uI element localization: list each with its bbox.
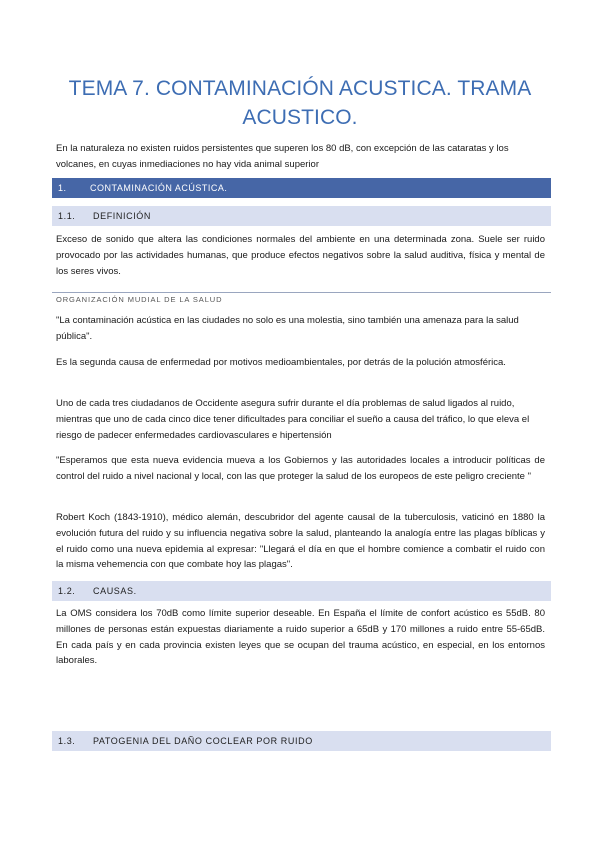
paragraph-robert-koch: Robert Koch (1843-1910), médico alemán, descubridor del agente causal de la tuberculosis, vaticinó en 1880 la evolución futura del ruido y su influencia negativa sobre la salud, planteando la analogía entre las plagas bíblicas y el ruido como una nueva epidemia al expresar: "Llegará el día en que el hombre comience a combatir el ruido con la misma vehemencia con que combate hoy las plagas".	[56, 512, 545, 571]
intro-paragraph: En la naturaleza no existen ruidos persistentes que superen los 80 dB, con excepción de las cataratas y los volcanes, en cuyas inmediaciones no hay vida animal superior	[56, 143, 509, 170]
title-line-1: TEMA 7. CONTAMINACIÓN ACUSTICA. TRAMA	[68, 77, 532, 100]
section-number: 1.1.	[58, 211, 76, 221]
oms-heading: ORGANIZACIÓN MUDIAL DE LA SALUD	[56, 295, 223, 304]
document-title	[56, 74, 544, 132]
section-heading-1-2	[52, 581, 551, 601]
section-label: CAUSAS.	[93, 586, 137, 596]
quote-paragraph-1: "La contaminación acústica en las ciudades no solo es una molestia, sino también una amenaza para la salud pública".	[56, 315, 519, 342]
paragraph-uno-de-cada-tres: Uno de cada tres ciudadanos de Occidente asegura sufrir durante el día problemas de salud ligados al ruido, mientras que uno de cada cinco dice tener dificultades para conciliar el sueño a causa del tráfico, lo que eleva el riesgo de padecer enfermedades cardiovasculares e hipertensión	[56, 398, 530, 441]
divider	[52, 292, 551, 293]
section-number: 1.2.	[58, 586, 76, 596]
section-number: 1.	[58, 183, 67, 193]
title-line-2: ACUSTICO.	[242, 106, 358, 129]
paragraph-segunda-causa: Es la segunda causa de enfermedad por motivos medioambientales, por detrás de la polución atmosférica.	[56, 357, 506, 368]
quote-paragraph-2: "Esperamos que esta nueva evidencia mueva a los Gobiernos y las autoridades locales a introducir políticas de control del ruido a nivel nacional y local, con las que proteger la salud de los europeos de este peligro creciente "	[56, 455, 545, 482]
section-heading-1	[52, 178, 551, 198]
section-heading-1-3	[52, 731, 551, 751]
definition-paragraph: Exceso de sonido que altera las condiciones normales del ambiente en una determinada zona. Suele ser ruido provocado por las actividades humanas, que produce efectos negativos sobre la salud auditiva, física y mental de los seres vivos.	[56, 234, 545, 277]
section-label: DEFINICIÓN	[93, 211, 152, 221]
causas-paragraph: La OMS considera los 70dB como límite superior deseable. En España el límite de confort acústico es 55dB. 80 millones de personas están expuestas diariamente a ruido superior a 65dB y 170 millones a ruido entre 55-65dB. En cada país y en cada provincia existen leyes que se ocupan del trauma acústico, en especial, en los entornos laborales.	[56, 608, 545, 667]
section-number: 1.3.	[58, 736, 76, 746]
section-label: CONTAMINACIÓN ACÚSTICA.	[90, 183, 228, 193]
section-label: PATOGENIA DEL DAÑO COCLEAR POR RUIDO	[93, 736, 313, 746]
section-heading-1-1	[52, 206, 551, 226]
